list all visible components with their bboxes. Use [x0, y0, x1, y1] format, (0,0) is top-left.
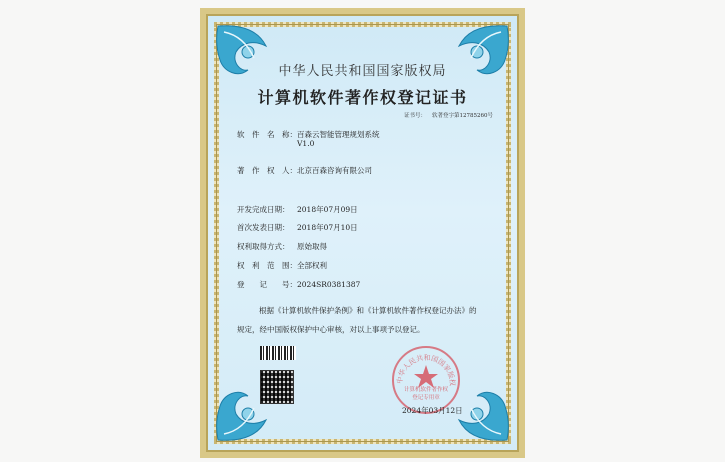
field-rights-scope — [237, 260, 327, 271]
qr-code — [260, 370, 294, 404]
certificate-number — [404, 111, 493, 119]
field-completion-date — [237, 204, 358, 215]
field-label: 软 件 名 称： — [237, 130, 297, 139]
legal-paragraph-1: 根据《计算机软件保护条例》和《计算机软件著作权登记办法》的 — [259, 306, 477, 315]
issue-date: 2024年03月12日 — [402, 406, 463, 415]
corner-ornament-top-right — [441, 22, 511, 92]
field-label: 著 作 权 人： — [237, 166, 297, 175]
barcode — [260, 346, 296, 360]
field-copyright-holder — [237, 165, 372, 176]
field-registration-number — [237, 279, 360, 290]
field-value: 北京百森咨询有限公司 — [297, 166, 372, 175]
corner-ornament-top-left — [214, 22, 284, 92]
field-value: 2024SR0381387 — [297, 280, 361, 289]
field-value: 全部权利 — [297, 261, 327, 270]
svg-text:中华人民共和国国家版权局: 中华人民共和国国家版权 — [395, 353, 457, 387]
field-label: 权利取得方式： — [237, 242, 290, 251]
field-publish-date — [237, 222, 358, 233]
seal-line-2: 登记专用章 — [412, 395, 440, 401]
field-label: 开发完成日期： — [237, 205, 290, 214]
seal-line-1: 计算机软件著作权 — [403, 387, 448, 393]
issuer-name: 中华人民共和国国家版权局 — [278, 64, 447, 79]
field-label: 权 利 范 围： — [237, 261, 297, 270]
legal-paragraph-2: 规定，经中国版权保护中心审核，对以上事项予以登记。 — [237, 325, 425, 334]
certificate-number-label: 证书号： — [403, 113, 426, 119]
field-value: 2018年07月10日 — [297, 223, 358, 232]
field-software-version — [297, 139, 314, 148]
field-value: 原始取得 — [297, 242, 327, 251]
field-value: 2018年07月09日 — [297, 205, 358, 214]
field-value: V1.0 — [297, 139, 315, 148]
certificate-number-value: 软著登字第12785260号 — [432, 113, 493, 119]
field-label: 登 记 号： — [237, 280, 297, 289]
field-label: 首次发表日期： — [237, 223, 290, 232]
certificate — [200, 8, 525, 458]
field-value: 百森云智能管理规划系统 — [297, 130, 380, 139]
certificate-title: 计算机软件著作权登记证书 — [257, 88, 468, 107]
field-acquisition-method — [237, 241, 327, 252]
